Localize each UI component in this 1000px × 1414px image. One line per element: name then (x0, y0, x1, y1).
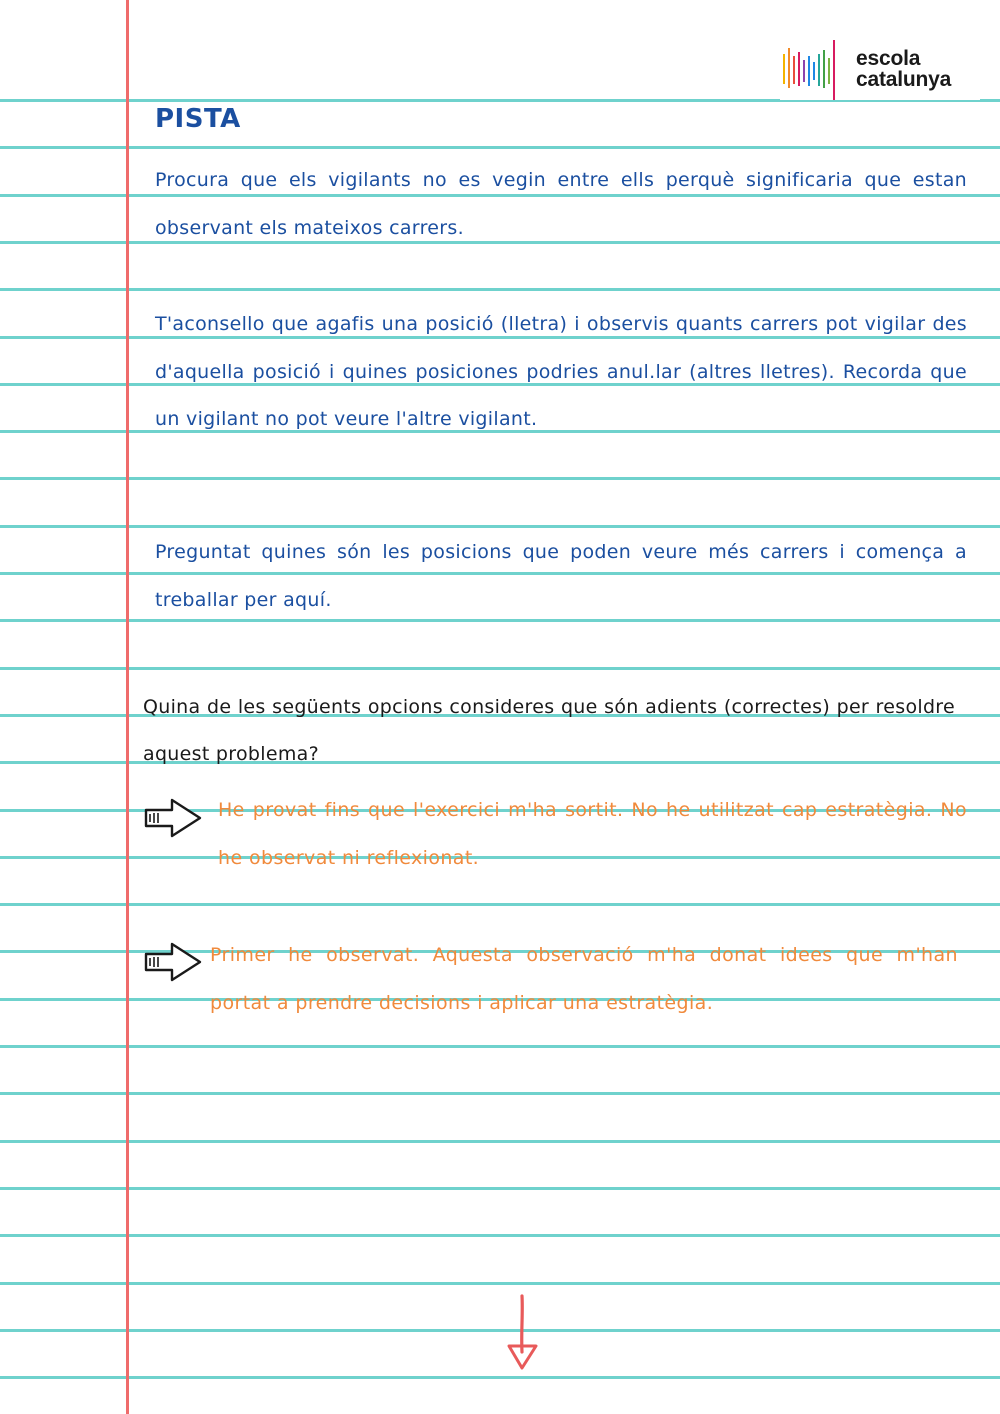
ruled-line (0, 288, 1000, 291)
hint-paragraph-2: T'aconsello que agafis una posició (lletra) i observis quants carrers pot vigilar des d'aquella posició i quines posiciones podries anul.lar (altres lletres). Recorda que un vigilant no pot veure l'altre vigilant. (155, 313, 967, 430)
question-text: Quina de les següents opcions consideres que són adients (correctes) per resoldre aquest problema? (143, 696, 955, 765)
ruled-line (0, 667, 1000, 670)
ruled-line (0, 1234, 1000, 1237)
ruled-line (0, 477, 1000, 480)
ruled-line (0, 1187, 1000, 1190)
hint-title: PISTA (155, 104, 241, 134)
hint-paragraph-1: Procura que els vigilants no es vegin entre ells perquè significaria que estan observant els mateixos carrers. (155, 169, 967, 239)
brand-name (856, 48, 951, 90)
ruled-line (0, 1140, 1000, 1143)
ruled-line (0, 1092, 1000, 1095)
ruled-line (0, 903, 1000, 906)
ruled-line (0, 1045, 1000, 1048)
brand-line-2: catalunya (856, 68, 952, 91)
ruled-line (0, 1329, 1000, 1332)
down-arrow-icon[interactable] (505, 1292, 541, 1378)
brand-line-1: escola (856, 47, 921, 70)
equalizer-bars-icon (780, 40, 852, 100)
option-1-text[interactable]: He provat fins que l'exercici m'ha sortit. No he utilitzat cap estratègia. No he observat ni reflexionat. (218, 799, 967, 869)
hint-paragraph-3: Preguntat quines són les posicions que poden veure més carrers i comença a treballar per aquí. (155, 541, 967, 611)
option-2-text[interactable]: Primer he observat. Aquesta observació m'ha donat idees que m'han portat a prendre decisions i aplicar una estratègia. (210, 944, 958, 1014)
escola-catalunya-logo (780, 38, 980, 100)
pointing-arrow-icon (142, 940, 204, 988)
margin-line (126, 0, 129, 1414)
ruled-line (0, 525, 1000, 528)
ruled-line (0, 1376, 1000, 1379)
ruled-line (0, 146, 1000, 149)
ruled-line (0, 1282, 1000, 1285)
pointing-arrow-icon (142, 796, 204, 844)
